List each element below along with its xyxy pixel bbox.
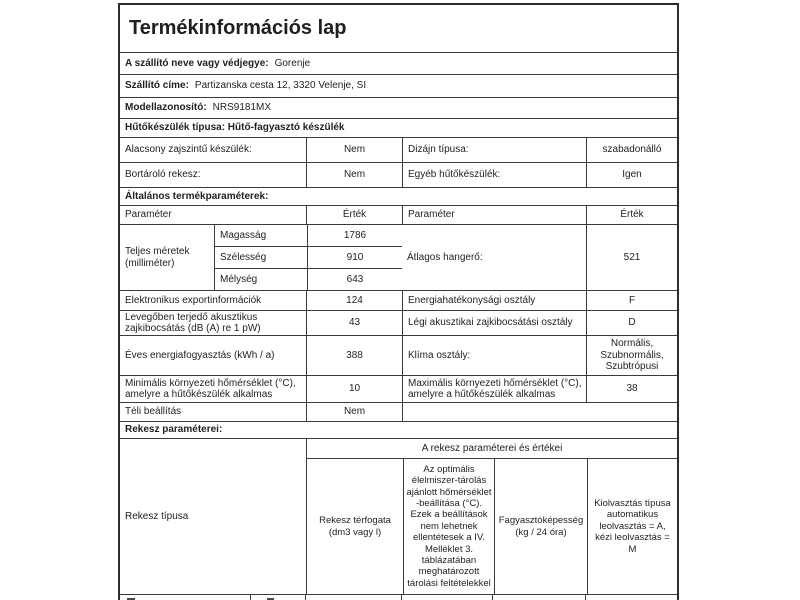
temperature-column-header: Az optimális élelmiszer-tárolás ajánlott hőmérséklet -beállítása (°C). Ezek a beállítások nem lehetnek ellentétesek a IV. Melléklet 3. táblázatában meghatározott tárolási feltételekkel — [403, 459, 494, 594]
winter-setting-value: Nem — [306, 403, 402, 421]
appliance-type-row — [120, 119, 677, 138]
compartment-header-block — [120, 439, 677, 595]
dimension-name: Magasság — [220, 230, 267, 241]
dimension-name: Szélesség — [220, 252, 267, 263]
feature-label-3: Bortároló rekesz: — [125, 169, 201, 181]
supplier-name-row — [120, 53, 677, 75]
freezing-capacity-column-header: Fagyasztóképesség (kg / 24 óra) — [494, 459, 587, 594]
defrost-type-column-header: Kiolvasztás típusa automatikus leolvasztás = A, kézi leolvasztás = M — [587, 459, 677, 594]
volume-column-header: Rekesz térfogata (dm3 vagy l) — [319, 515, 391, 538]
param-col-1: Paraméter — [125, 209, 172, 221]
clipped-compartment-row — [120, 595, 677, 600]
param-col-2: Paraméter — [402, 206, 586, 224]
appliance-type-header: Hűtőkészülék típusa: Hűtő-fagyasztó készülék — [125, 122, 345, 134]
page-title: Termékinformációs lap — [129, 17, 347, 39]
dimension-value: 643 — [307, 269, 402, 290]
climate-class-label: Klíma osztály: — [402, 336, 586, 375]
dimensions-block — [120, 225, 677, 291]
feature-label-4: Egyéb hűtőkészülék: — [402, 163, 586, 187]
winter-setting-label: Téli beállítás — [125, 406, 182, 418]
model-id-row — [120, 98, 677, 119]
supplier-address-row — [120, 75, 677, 98]
supplier-address-label: Szállító címe: — [125, 80, 189, 92]
general-section-row — [120, 188, 677, 206]
supplier-name-label: A szállító neve vagy védjegye: — [125, 57, 269, 69]
supplier-name-value: Gorenje — [274, 57, 311, 69]
clipped-cell-type — [120, 595, 250, 600]
general-section-header: Általános termékparaméterek: — [125, 190, 269, 202]
export-info-row — [120, 291, 677, 311]
compartment-values-header: A rekesz paraméterei és értékei — [307, 439, 677, 459]
dimensions-subtable — [214, 225, 402, 290]
dimension-row-depth — [215, 269, 402, 290]
value-col-1: Érték — [306, 206, 402, 224]
energy-consumption-label: Éves energiafogyasztás (kWh / a) — [125, 349, 275, 361]
winter-setting-row — [120, 403, 677, 422]
clipped-cell-defrost — [585, 595, 677, 600]
fiche-table — [118, 3, 679, 600]
compartment-type-label: Rekesz típusa — [125, 511, 189, 522]
energy-consumption-row — [120, 336, 677, 376]
title-row — [120, 5, 677, 53]
min-temp-label: Minimális környezeti hőmérséklet (°C), amelyre a hűtőkészülék alkalmas — [125, 377, 296, 400]
compartment-column-headers — [307, 459, 677, 594]
feature-label-2: Dizájn típusa: — [402, 138, 586, 162]
avg-volume-label: Átlagos hangerő: — [407, 251, 483, 263]
model-id-label: Modellazonosító: — [125, 102, 207, 114]
feature-label-1: Alacsony zajszintű készülék: — [125, 144, 252, 156]
max-temp-label: Maximális környezeti hőmérséklet (°C), amelyre a hűtőkészülék alkalmas — [402, 376, 586, 402]
feature-value-1: Nem — [306, 138, 402, 162]
model-id-cell — [120, 98, 677, 118]
noise-emission-value: 43 — [306, 311, 402, 335]
noise-emission-label: Levegőben terjedő akusztikus zajkibocsátás (dB (A) re 1 pW) — [125, 311, 261, 334]
supplier-name-cell — [120, 53, 677, 74]
supplier-address-cell — [120, 75, 677, 97]
clipped-cell-flag — [250, 595, 305, 600]
dimension-name: Mélység — [220, 274, 258, 285]
avg-volume-value: 521 — [586, 225, 677, 290]
clipped-cell-freezing — [492, 595, 585, 600]
feature-row-noise — [120, 138, 677, 163]
energy-class-value: F — [586, 291, 677, 310]
compartment-values-block — [306, 439, 677, 594]
min-temp-value: 10 — [306, 376, 402, 402]
max-temp-value: 38 — [586, 376, 677, 402]
export-info-label: Elektronikus exportinformációk — [125, 294, 262, 306]
dimension-row-height — [215, 225, 402, 247]
ambient-temperature-row — [120, 376, 677, 403]
feature-value-3: Nem — [306, 163, 402, 187]
dimension-row-width — [215, 247, 402, 269]
climate-class-value: Normális, Szubnormális, Szubtrópusi — [586, 336, 677, 375]
compartment-section-row — [120, 422, 677, 439]
value-col-2: Érték — [586, 206, 677, 224]
supplier-address-value: Partizanska cesta 12, 3320 Velenje, SI — [194, 80, 367, 92]
noise-class-label: Légi akusztikai zajkibocsátási osztály — [402, 311, 586, 335]
noise-emission-row — [120, 311, 677, 336]
model-id-value: NRS9181MX — [212, 102, 272, 114]
winter-setting-empty-cell — [402, 403, 677, 421]
clipped-cell-temp — [401, 595, 492, 600]
noise-class-value: D — [586, 311, 677, 335]
export-info-value: 124 — [306, 291, 402, 310]
feature-value-4: Igen — [586, 163, 677, 187]
compartment-section-header: Rekesz paraméterei: — [125, 424, 223, 436]
energy-consumption-value: 388 — [306, 336, 402, 375]
clipped-cell-volume — [305, 595, 401, 600]
param-header-row — [120, 206, 677, 225]
feature-value-2: szabadonálló — [586, 138, 677, 162]
feature-row-wine — [120, 163, 677, 188]
dimension-value: 910 — [307, 247, 402, 268]
energy-class-label: Energiahatékonysági osztály — [402, 291, 586, 310]
dimension-value: 1786 — [307, 225, 402, 246]
dimensions-label: Teljes méretek (milliméter) — [125, 246, 190, 269]
